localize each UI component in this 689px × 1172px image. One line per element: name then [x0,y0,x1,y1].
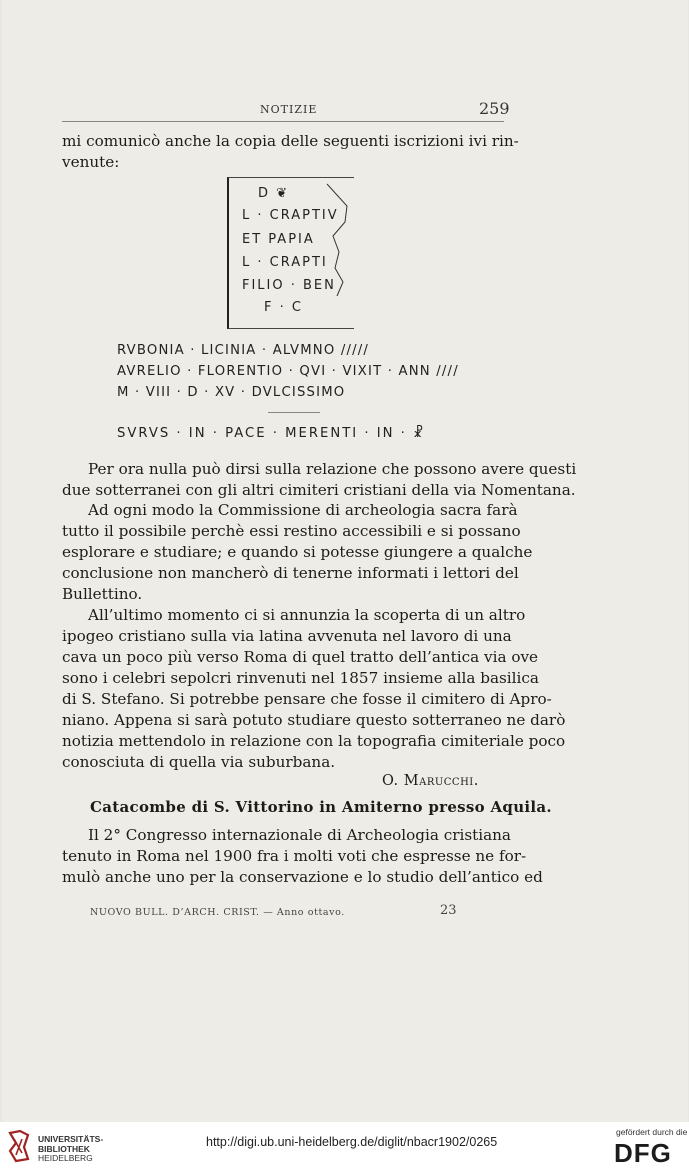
paragraph-line: Il 2° Congresso internazionale di Archeologia cristiana [88,826,511,844]
paragraph-line: Ad ogni modo la Commissione di archeologia sacra farà [88,501,518,519]
page-url-link[interactable]: http://digi.ub.uni-heidelberg.de/diglit/nbacr1902/0265 [206,1135,498,1149]
inscription-line: RVBONIA · LICINIA · ALVMNO ///// [117,343,370,358]
paragraph-line: tutto il possibile perchè essi restino accessibili e si possano [62,522,521,540]
paragraph-line: mulò anche uno per la conservazione e lo studio dell’antico ed [62,868,543,886]
library-name-line: UNIVERSITÄTS- [38,1134,104,1144]
paragraph-line: ipogeo cristiano sulla via latina avvenuta nel lavoro di una [62,627,512,645]
funding-caption: gefördert durch die [616,1127,688,1137]
library-name-line: HEIDELBERG [38,1153,93,1163]
inscription-line: M · VIII · D · XV · DVLCISSIMO [117,385,346,400]
paragraph-line: conosciuta di quella via suburbana. [62,753,336,771]
box-inscription-line: L · CRAPTIV [242,208,339,223]
header-rule [62,121,504,122]
library-name-line: BIBLIOTHEK [38,1143,90,1154]
printer-signature-mark: 23 [440,903,457,918]
paragraph-line: All’ultimo momento ci si annunzia la scoperta di un altro [88,606,526,624]
page-number: 259 [479,99,510,118]
inscription-line: AVRELIO · FLORENTIO · QVI · VIXIT · ANN //// [117,364,459,379]
printer-signature-line: NUOVO BULL. D’ARCH. CRIST. — Anno ottavo. [90,907,345,918]
paragraph-line: esplorare e studiare; e quando si potesse giungere a qualche [62,543,533,561]
paragraph-line: notizia mettendolo in relazione con la topografia cimiteriale poco [62,732,566,750]
intro-line: venute: [62,153,120,171]
box-inscription-line: L · CRAPTI [242,255,328,270]
box-inscription-line: D ❦ [258,186,290,201]
box-inscription-line: ET PAPIA [242,232,315,247]
box-inscription-line: F · C [264,300,303,315]
paragraph-line: niano. Appena si sarà potuto studiare questo sotterraneo ne darò [62,711,566,729]
box-inscription-line: FILIO · BEN [242,278,336,293]
paragraph-line: cava un poco più verso Roma di quel tratto dell’antica via ove [62,648,539,666]
inscription-line: SVRVS · IN · PACE · MERENTI · IN · ☧ [117,426,426,441]
dfg-logo[interactable]: DFG [614,1138,672,1168]
paragraph-line: Per ora nulla può dirsi sulla relazione che possono avere questi [88,460,577,478]
library-name[interactable] [38,1135,103,1164]
paragraph-line: Bullettino. [62,585,143,603]
library-crest-icon[interactable] [8,1129,30,1163]
running-title: NOTIZIE [260,103,318,116]
paragraph-line: tenuto in Roma nel 1900 fra i molti voti che espresse ne for- [62,847,527,865]
paragraph-line: due sotterranei con gli altri cimiteri cristiani della via Nomentana. [62,481,576,499]
paragraph-line: di S. Stefano. Si potrebbe pensare che fosse il cimitero di Apro- [62,690,552,708]
section-heading: Catacombe di S. Vittorino in Amiterno presso Aquila. [90,798,552,816]
separator-rule [268,412,320,413]
broken-edge-mark [325,182,355,332]
intro-line: mi comunicò anche la copia delle seguenti iscrizioni ivi rin- [62,132,519,150]
paragraph-line: sono i celebri sepolcri rinvenuti nel 1857 insieme alla basilica [62,669,539,687]
author-signature: O. Marucchi. [382,773,479,789]
paragraph-line: conclusione non mancherò di tenerne informati i lettori del [62,564,519,582]
